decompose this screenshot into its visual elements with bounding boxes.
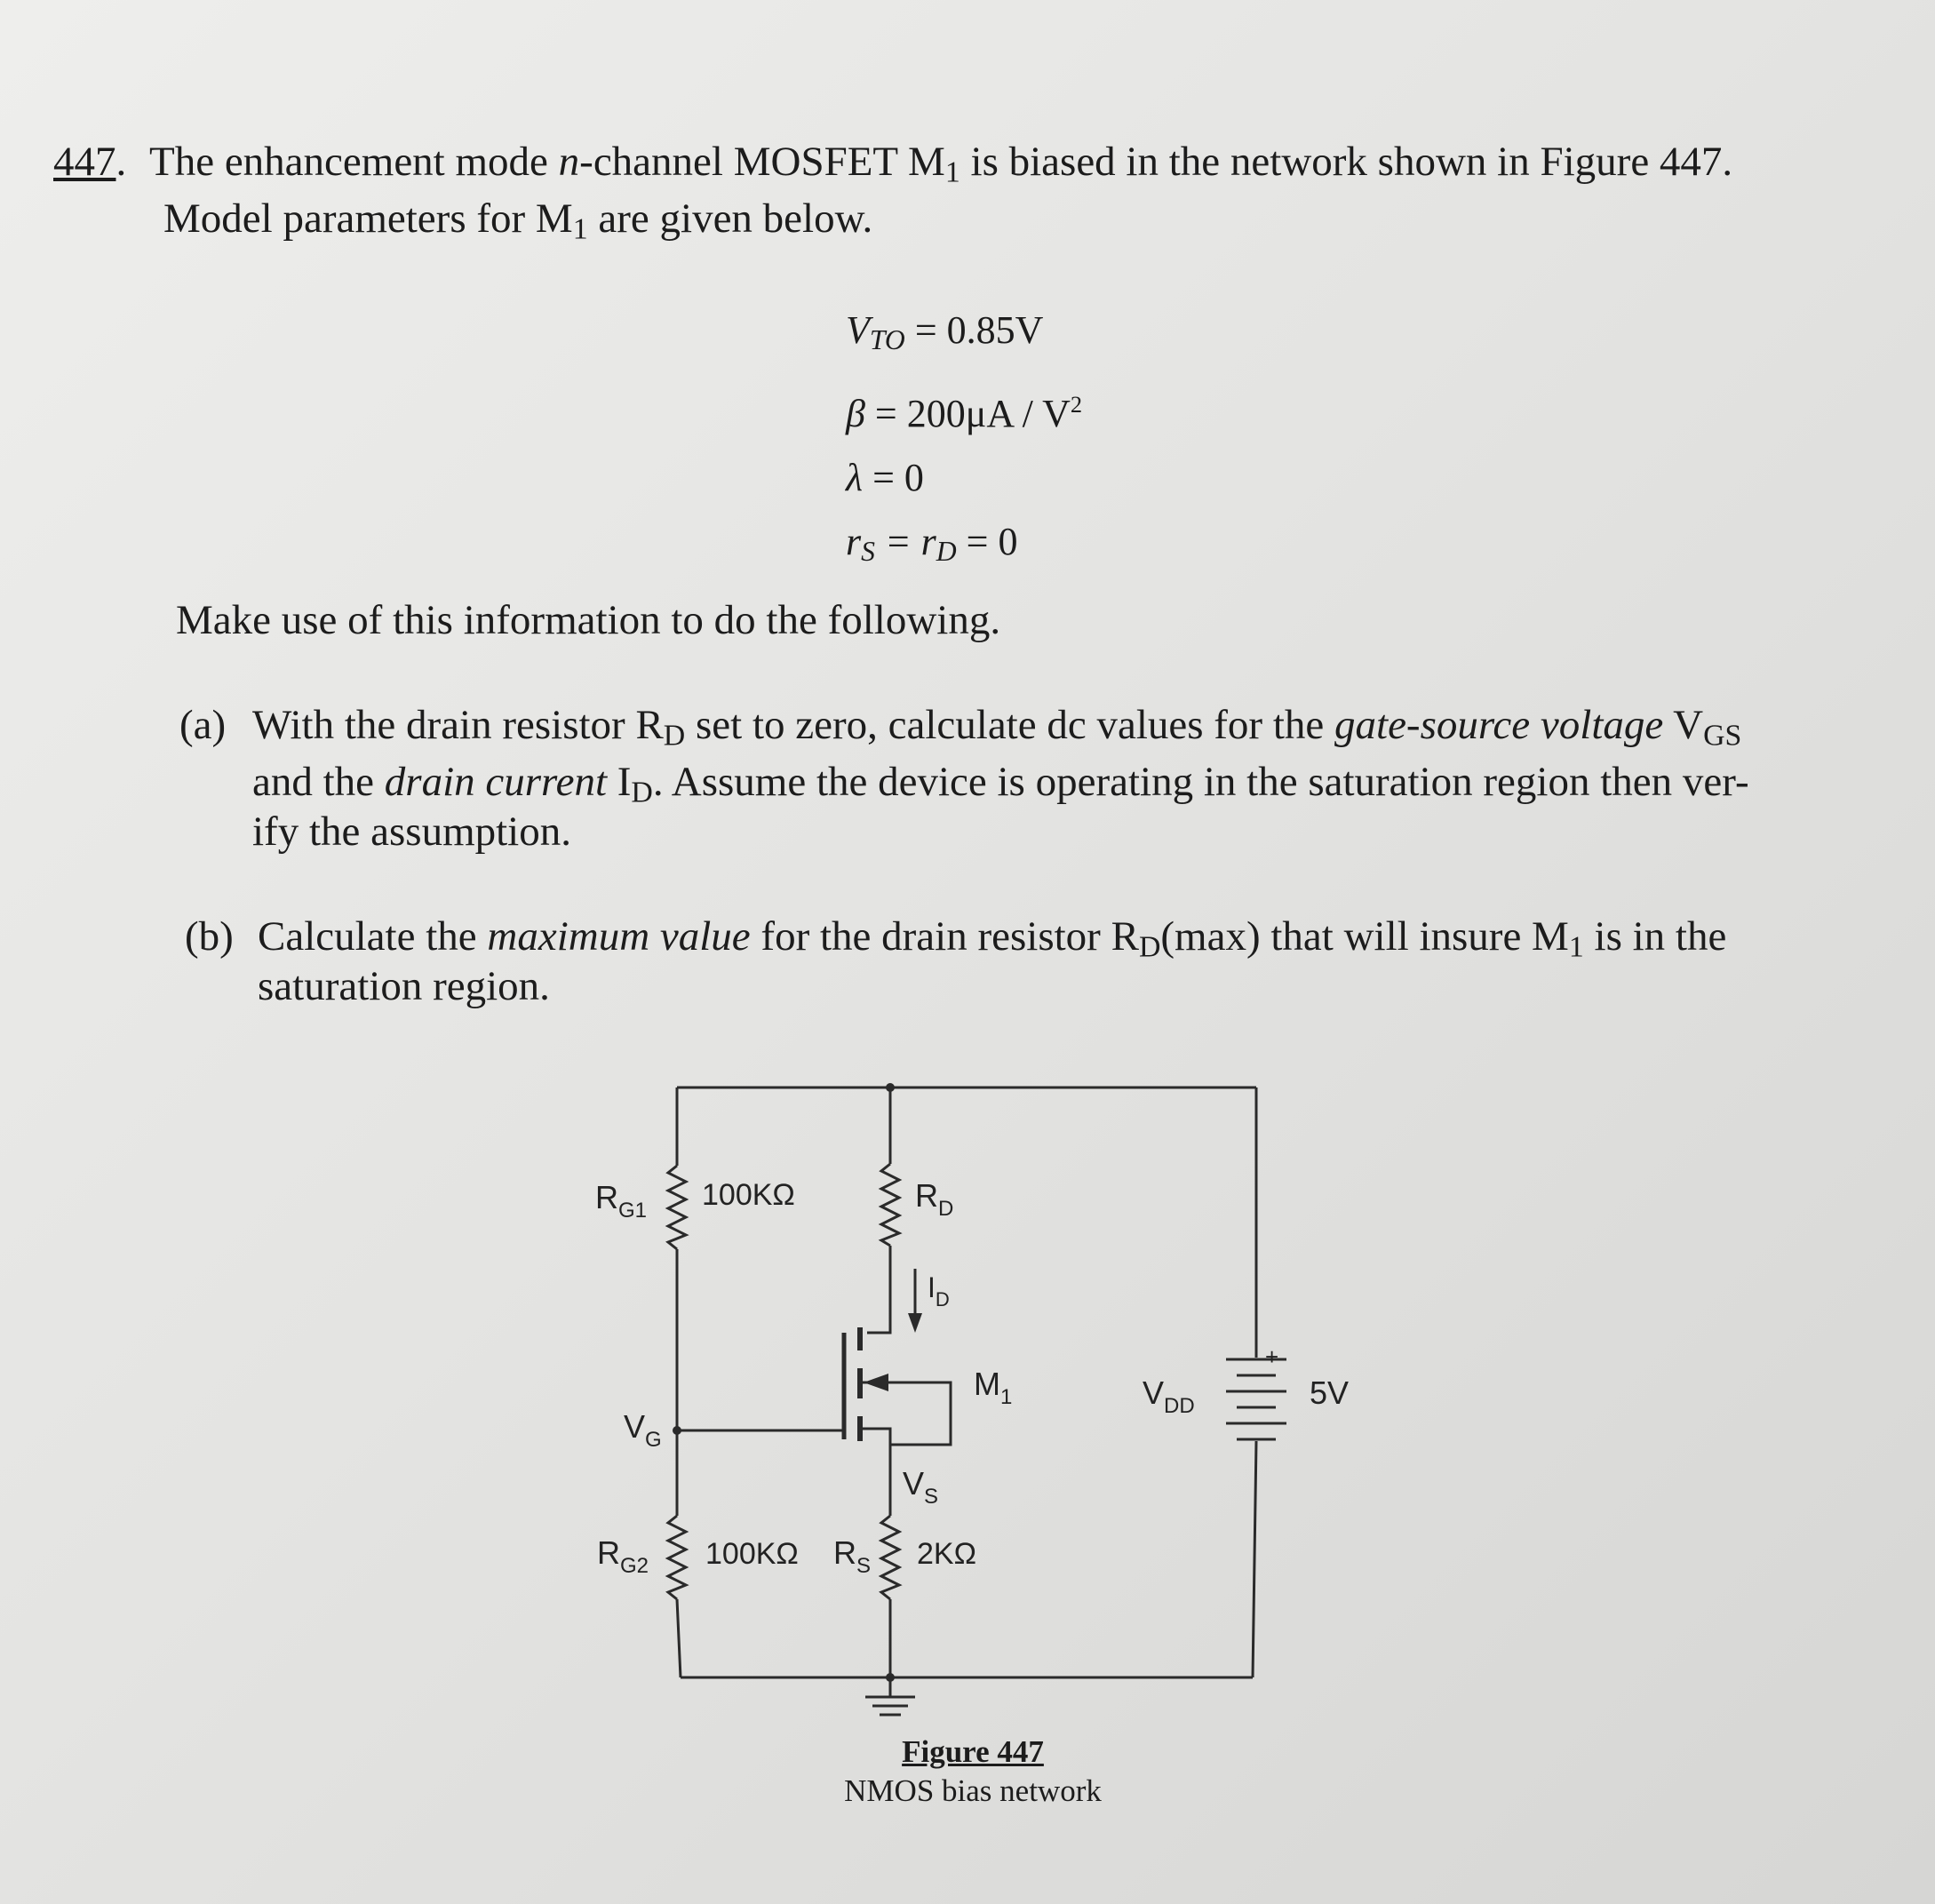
rg2-resistor bbox=[668, 1516, 686, 1599]
rs-value: 2KΩ bbox=[917, 1537, 977, 1571]
vdd-wire bbox=[1253, 1087, 1256, 1677]
body-arrow-icon bbox=[864, 1374, 888, 1391]
rs-label: $R_S$ bbox=[833, 1534, 872, 1578]
problem-line-1: 447. The enhancement mode n-channel MOSFET $M_1$ is biased in the network shown in Figure 447. bbox=[53, 139, 1733, 189]
junction-dot-top bbox=[886, 1083, 895, 1092]
m1-label: $M_1$ bbox=[974, 1366, 1013, 1409]
rd-label: $R_D$ bbox=[915, 1177, 954, 1221]
part-a-label: (a) bbox=[179, 702, 227, 748]
vdd-value: 5V bbox=[1310, 1374, 1350, 1411]
rg2-label: $R_{G2}$ bbox=[597, 1534, 649, 1578]
part-b-label: (b) bbox=[185, 913, 234, 960]
part-a-line-3: ify the assumption. bbox=[252, 809, 571, 855]
part-a-line-2: and the drain current $I_D$. Assume the device is operating in the saturation region then ver- bbox=[252, 759, 1749, 809]
part-b-line-1: Calculate the maximum value for the drain resistor $R_D(\max)$ that will insure $M_1$ is in the bbox=[258, 913, 1727, 964]
rg1-label: $R_{G1}$ bbox=[595, 1179, 648, 1223]
rg1-value: 100KΩ bbox=[702, 1178, 795, 1212]
problem-number: 447 bbox=[53, 139, 116, 185]
figure-caption-block bbox=[826, 1733, 1119, 1811]
instruction-text: Make use of this information to do the following. bbox=[176, 597, 1001, 643]
junction-dot-gate bbox=[673, 1426, 681, 1435]
figure-caption: NMOS bias network bbox=[844, 1773, 1102, 1808]
param-vto: $V_{TO} = 0.85V$ bbox=[846, 308, 1044, 355]
battery-icon bbox=[1226, 1359, 1286, 1439]
part-b-line-2: saturation region. bbox=[258, 963, 550, 1009]
source-wire bbox=[860, 1429, 890, 1516]
battery-plus-label: + bbox=[1265, 1343, 1279, 1370]
body-wire bbox=[860, 1382, 951, 1445]
figure-title: Figure 447 bbox=[902, 1734, 1044, 1769]
rs-resistor bbox=[881, 1516, 899, 1599]
id-label: $I_D$ bbox=[928, 1271, 950, 1310]
param-lambda: λ = 0 bbox=[846, 455, 924, 499]
id-arrowhead-icon bbox=[908, 1313, 922, 1333]
gate-wire bbox=[677, 1333, 844, 1430]
part-a-line-1: With the drain resistor $R_D$ set to zero, calculate dc values for the gate-source voltage $V_{GS}$ bbox=[252, 702, 1742, 753]
rg2-value: 100KΩ bbox=[705, 1537, 799, 1571]
vdd-label: $V_{DD}$ bbox=[1143, 1374, 1195, 1418]
param-beta: $\beta = 200\mu A / V^2$ bbox=[846, 390, 1083, 435]
junction-dot-bottom bbox=[886, 1673, 895, 1682]
param-resistances: $r_S = r_D = 0$ bbox=[846, 519, 1018, 567]
rg1-resistor bbox=[668, 1166, 686, 1249]
rd-resistor bbox=[881, 1164, 899, 1246]
problem-line-2: Model parameters for $M_1$ are given below. bbox=[163, 195, 873, 246]
vg-label: $V_G$ bbox=[624, 1408, 662, 1452]
vs-label: $V_S$ bbox=[903, 1465, 939, 1509]
ground-icon bbox=[865, 1697, 915, 1715]
